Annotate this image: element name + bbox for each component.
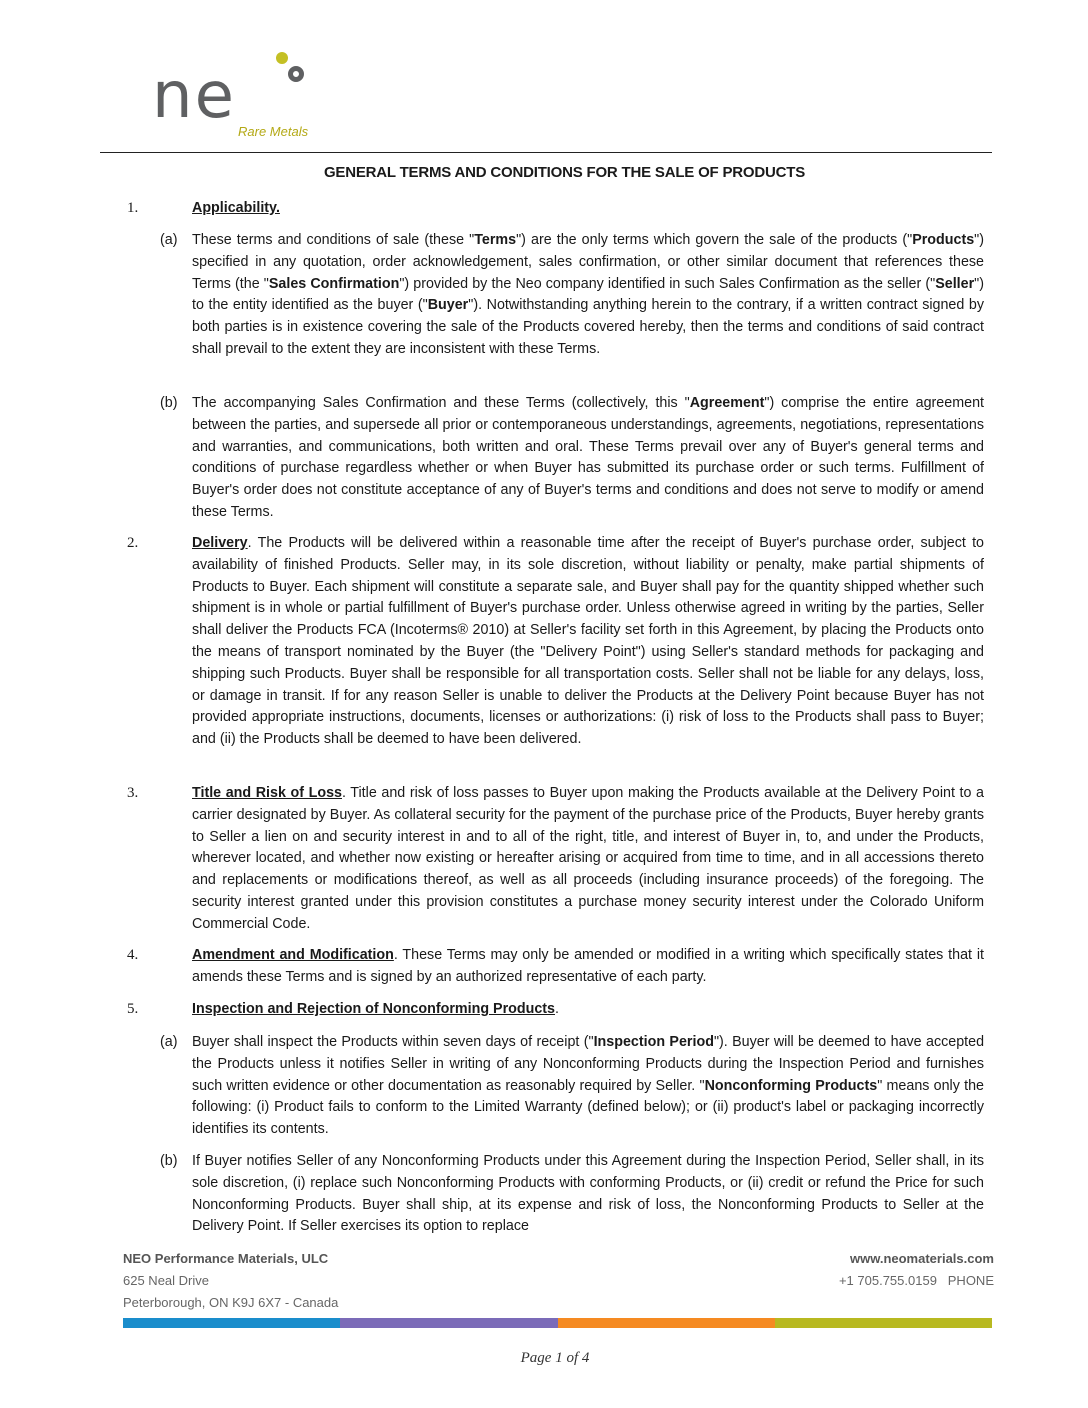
footer-color-bar: [123, 1318, 992, 1328]
color-bar-segment-purple: [340, 1318, 557, 1328]
section-number: 4.: [127, 947, 139, 963]
section-heading-title-risk: Title and Risk of Loss: [192, 785, 342, 801]
footer-address-line2: Peterborough, ON K9J 6X7 - Canada: [123, 1295, 339, 1310]
paragraph-3-title-risk: Title and Risk of Loss. Title and risk of loss passes to Buyer upon making the Products available at the Delivery Point to a carrier designated by Buyer. As collateral security for the payment of the purchase price of the Products, Buyer hereby grants to Seller a lien on and security interest in and to all of the right, title, and interest of Buyer in, to, and under the Products, wherever located, and whether now existing or hereafter arising or acquired from time to time, and in all accessions thereto and replacements or modifications thereof, as well as all proceeds (including insurance proceeds) of the foregoing. The security interest granted under this provision constitutes a purchase money security interest under the Colorado Uniform Commercial Code.: [192, 785, 985, 932]
header-divider: [100, 152, 992, 153]
paragraph-1b: The accompanying Sales Confirmation and these Terms (collectively, this "Agreement") comprise the entire agreement between the parties, and supersede all prior or contemporaneous understandings, agreements, negotiations, representations and warranties, and communications, both written and oral. These Terms prevail over any of Buyer's general terms and conditions of purchase regardless whether or when Buyer has submitted its purchase order or such terms. Fulfillment of Buyer's order does not constitute acceptance of any of Buyer's terms and conditions and does not serve to modify or amend these Terms.: [192, 395, 984, 520]
logo-wordmark: ne: [152, 59, 236, 133]
subsection-label: (b): [160, 1153, 178, 1169]
section-heading-amendment: Amendment and Modification: [192, 947, 394, 963]
section-number: 3.: [127, 785, 139, 801]
color-bar-segment-orange: [558, 1318, 775, 1328]
section-heading-inspection: Inspection and Rejection of Nonconforming Products.: [192, 1001, 559, 1017]
subsection-label: (a): [160, 1034, 178, 1050]
footer-address-line1: 625 Neal Drive: [123, 1273, 209, 1288]
section-number: 5.: [127, 1001, 139, 1017]
paragraph-2-delivery: Delivery. The Products will be delivered within a reasonable time after the receipt of Buyer's purchase order, subject to availability of finished Products. Seller may, in its sole discretion, without liability or penalty, make partial shipments of Products to Buyer. Each shipment will constitute a separate sale, and Buyer shall pay for the quantity shipped whether such shipment is in whole or partial fulfillment of Buyer's purchase order. Unless otherwise agreed in writing by the parties, Seller shall deliver the Products FCA (Incoterms® 2010) at Seller's facility set forth in this Agreement, by placing the Products onto the means of transport nominated by the Buyer (the "Delivery Point") using Seller's standard methods for packaging and shipping such Products. Buyer shall be responsible for all transportation costs. Seller shall not be liable for any delays, loss, or damage in transit. If for any reason Seller is unable to deliver the Products at the Delivery Point because Buyer has not provided appropriate instructions, documents, licenses or authorizations: (i) risk of loss to the Products shall pass to Buyer; and (ii) the Products shall be deemed to have been delivered.: [192, 535, 984, 748]
section-heading-applicability: Applicability.: [192, 200, 280, 216]
footer-phone: +1 705.755.0159 PHONE: [838, 1273, 994, 1288]
section-heading-delivery: Delivery: [192, 535, 248, 551]
section-number: 2.: [127, 535, 139, 551]
paragraph-5b: If Buyer notifies Seller of any Nonconforming Products under this Agreement during the Inspection Period, Seller shall, in its sole discretion, (i) replace such Nonconforming Products with conforming Products, or (ii) credit or refund the Price for such Nonconforming Products. Buyer shall ship, at its expense and risk of loss, the Nonconforming Products to Seller at the Delivery Point. If Seller exercises its option to replace: [192, 1153, 984, 1235]
document-title: GENERAL TERMS AND CONDITIONS FOR THE SALE OF PRODUCTS: [323, 164, 806, 181]
logo-ring-icon: [288, 66, 304, 82]
logo-subtitle: Rare Metals: [238, 124, 309, 139]
footer-website-link[interactable]: www.neomaterials.com: [849, 1251, 994, 1266]
logo-dot-icon: [276, 52, 288, 64]
subsection-label: (a): [160, 232, 178, 248]
paragraph-5a: Buyer shall inspect the Products within seven days of receipt ("Inspection Period"). Buyer will be deemed to have accepted the Products unless it notifies Seller in writing of any Nonconforming Products during the Inspection Period and furnishes such written evidence or other documentation as reasonably required by Seller. "Nonconforming Products" means only the following: (i) Product fails to conform to the Limited Warranty (defined below); or (ii) product's label or packaging incorrectly identifies its contents.: [192, 1034, 985, 1138]
subsection-label: (b): [160, 395, 178, 411]
color-bar-segment-olive: [775, 1318, 992, 1328]
footer-company-name: NEO Performance Materials, ULC: [123, 1251, 329, 1266]
color-bar-segment-blue: [123, 1318, 340, 1328]
section-number: 1.: [127, 200, 139, 216]
company-logo: [152, 50, 352, 142]
paragraph-1a: These terms and conditions of sale (these "Terms") are the only terms which govern the sale of the products ("Products") specified in any quotation, order acknowledgement, sales confirmation, or other similar document that references these Terms (the "Sales Confirmation") provided by the Neo company identified in such Sales Confirmation as the seller ("Seller") to the entity identified as the buyer ("Buyer"). Notwithstanding anything herein to the contrary, if a written contract signed by both parties is in existence covering the sale of the Products covered hereby, then the terms and conditions of said contract shall prevail to the extent they are inconsistent with these Terms.: [192, 232, 984, 357]
page-number: Page 1 of 4: [520, 1350, 590, 1366]
paragraph-4-amendment: Amendment and Modification. These Terms may only be amended or modified in a writing which specifically states that it amends these Terms and is signed by an authorized representative of each party.: [192, 947, 984, 985]
